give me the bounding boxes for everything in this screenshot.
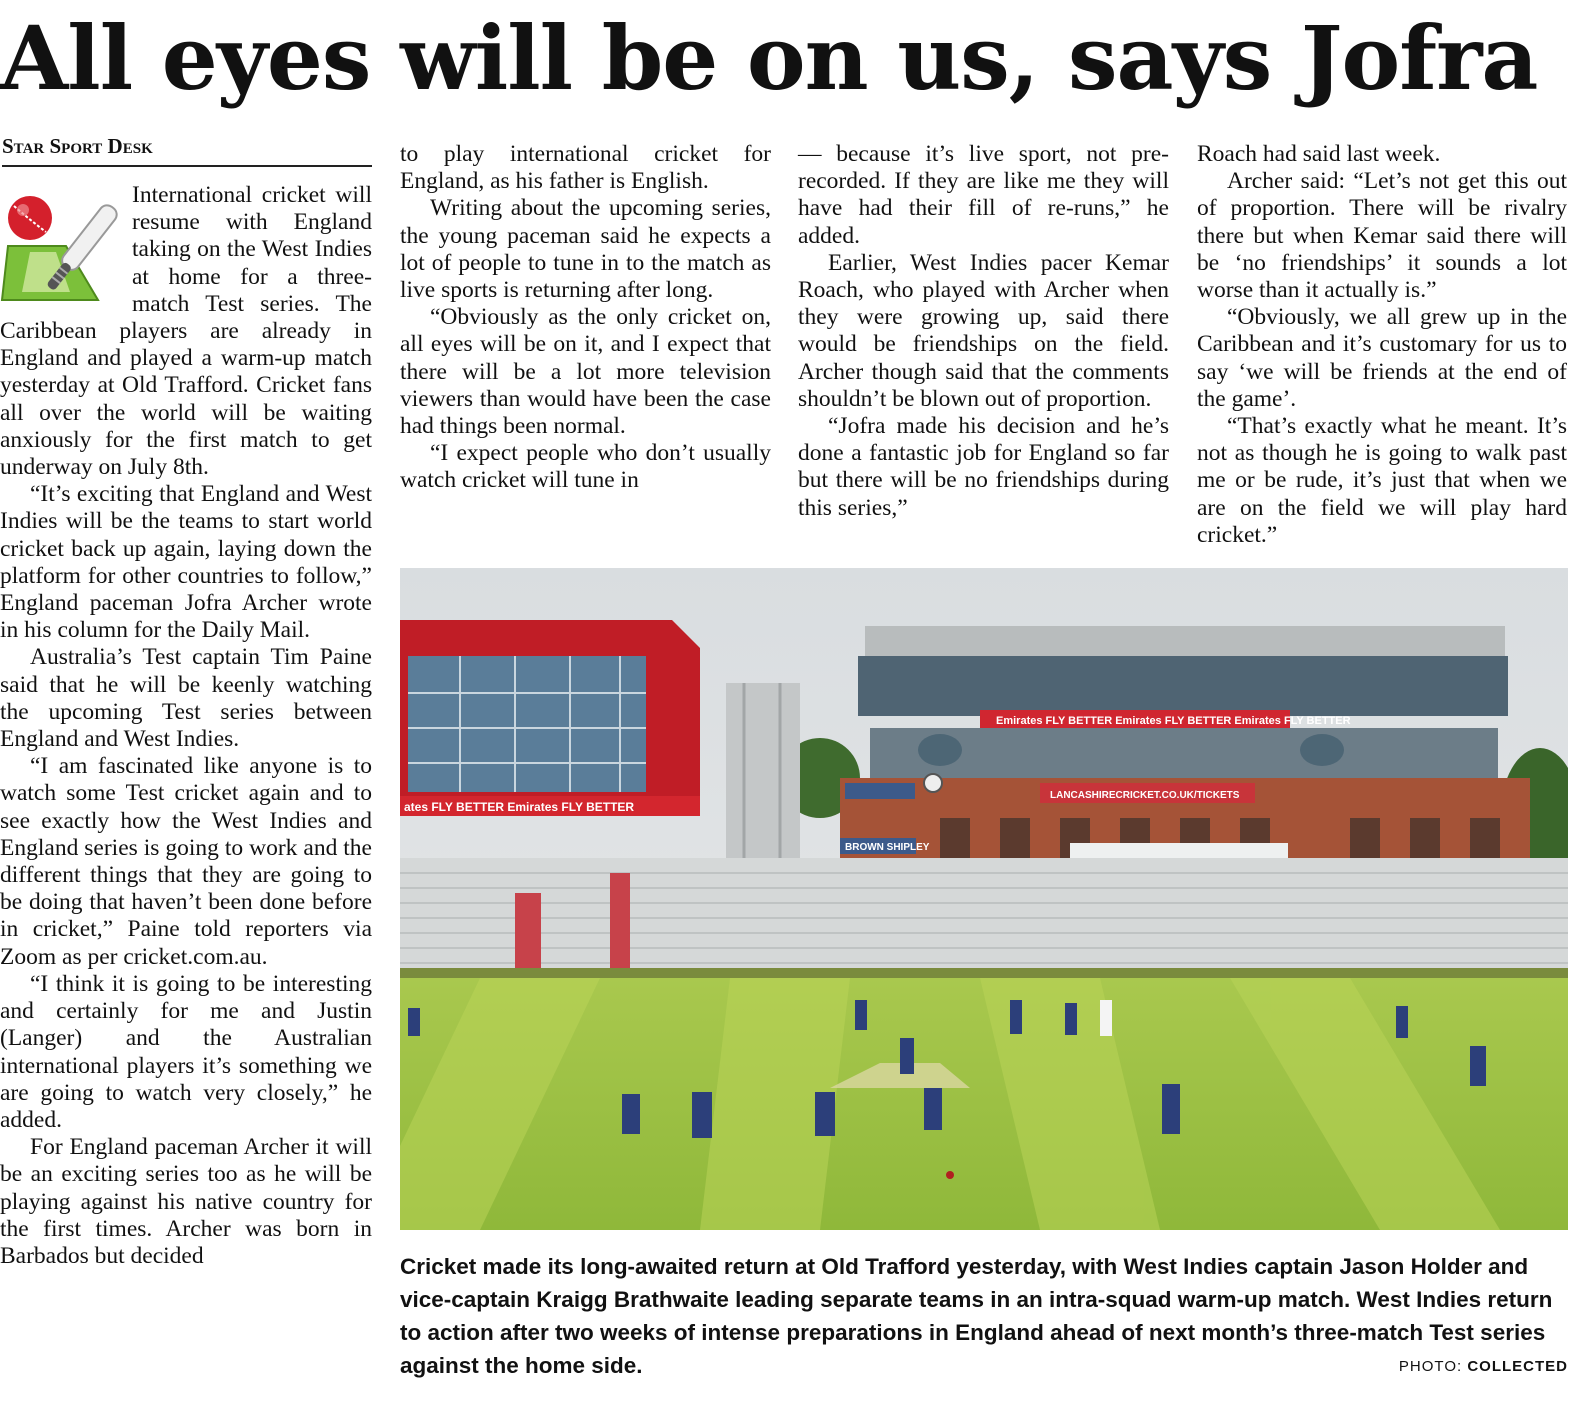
column-4 — [1197, 141, 1567, 549]
brown-shipley-sign: BROWN SHIPLEY — [845, 842, 930, 853]
paragraph: “It’s exciting that England and West Indies will be the teams to start world cricket back up again, laying down the platform for other countries to follow,” England paceman Jofra Archer wrote in his column for the Daily Mail. — [0, 481, 372, 644]
photo-credit — [1399, 1358, 1568, 1375]
paragraph: International cricket will resume with England taking on the West Indies at home for a three-match Test series. The Caribbean players are already in England and played a warm-up match yesterday at Old Trafford. Cricket fans all over the world will be waiting anxiously for the first match to get underway on July 8th. — [0, 182, 372, 481]
stadium-photo — [400, 568, 1568, 1230]
url-sign: LANCASHIRECRICKET.CO.UK/TICKETS — [1050, 790, 1240, 801]
paragraph: “Jofra made his decision and he’s done a fantastic job for England so far but there will be no friendships during this series,” — [798, 413, 1169, 521]
column-1 — [0, 182, 372, 1270]
credit-label: PHOTO: — [1398, 1358, 1463, 1375]
sponsor-left-sign: ates FLY BETTER Emirates FLY BETTER — [404, 800, 635, 814]
paragraph: “I am fascinated like anyone is to watch some Test cricket again and to see exactly how the West Indies and England series is going to work and the different things that they are going to be doing that haven’t been done before in cricket,” Paine told reporters via Zoom as per cricket.com.au. — [0, 753, 372, 970]
column-2 — [400, 141, 771, 495]
paragraph: — because it’s live sport, not pre-recorded. If they are like me they will have had their fill of re-runs,” he added. — [798, 141, 1169, 249]
paragraph: to play international cricket for England, as his father is English. — [400, 141, 771, 195]
byline: Star Sport Desk — [2, 134, 372, 167]
paragraph: “I think it is going to be interesting and certainly for me and Justin (Langer) and the Australian international players it’s something we are going to watch very closely,” he added. — [0, 970, 372, 1133]
paragraph: “That’s exactly what he meant. It’s not as though he is going to walk past me or be rude, it’s just that when we are on the field we will play hard cricket.” — [1197, 413, 1567, 548]
stadium-illustration — [400, 568, 1568, 1230]
paragraph: Roach had said last week. — [1197, 141, 1441, 167]
paragraph: Writing about the upcoming series, the young paceman said he expects a lot of people to tune in to the match as live sports is returning after long. — [400, 195, 771, 304]
paragraph: Archer said: “Let’s not get this out of proportion. There will be rivalry there but when Kemar said there will be ‘no friendships’ it sounds a lot worse than it actually is.” — [1197, 168, 1567, 304]
paragraph: “I expect people who don’t usually watch cricket will tune in — [400, 440, 771, 494]
photo-caption: Cricket made its long-awaited return at Old Trafford yesterday, with West Indies captain Jason Holder and vice-captain Kraigg Brathwaite leading separate teams in an intra-squad warm-up match. West Indies return to action after two weeks of intense preparations in England ahead of next month’s three-match Test series against the home side. — [400, 1254, 1553, 1378]
paragraph: “Obviously as the only cricket on, all eyes will be on it, and I expect that there will be a lot more television viewers than would have been the case had things been normal. — [400, 304, 771, 440]
sponsor-top-sign: Emirates FLY BETTER Emirates FLY BETTER Emirates FLY BETTER — [996, 715, 1351, 727]
headline: All eyes will be on us, says Jofra — [0, 6, 1538, 110]
paragraph: Australia’s Test captain Tim Paine said that he will be keenly watching the upcoming Test series between England and West Indies. — [0, 644, 372, 753]
paragraph: Earlier, West Indies pacer Kemar Roach, who played with Archer when they were growing up, said there would be friendships on the field. Archer though said that the comments shouldn’t be blown out of proportion. — [798, 249, 1169, 412]
column-3 — [798, 141, 1169, 522]
paragraph: “Obviously, we all grew up in the Caribbean and it’s customary for us to say ‘we will be friends at the end of the game’. — [1197, 304, 1567, 412]
paragraph: For England paceman Archer it will be an exciting series too as he will be playing against his native country for the first times. Archer was born in Barbados but decided — [0, 1134, 372, 1269]
cricket-icon — [0, 188, 118, 306]
credit-value: COLLECTED — [1467, 1358, 1568, 1375]
